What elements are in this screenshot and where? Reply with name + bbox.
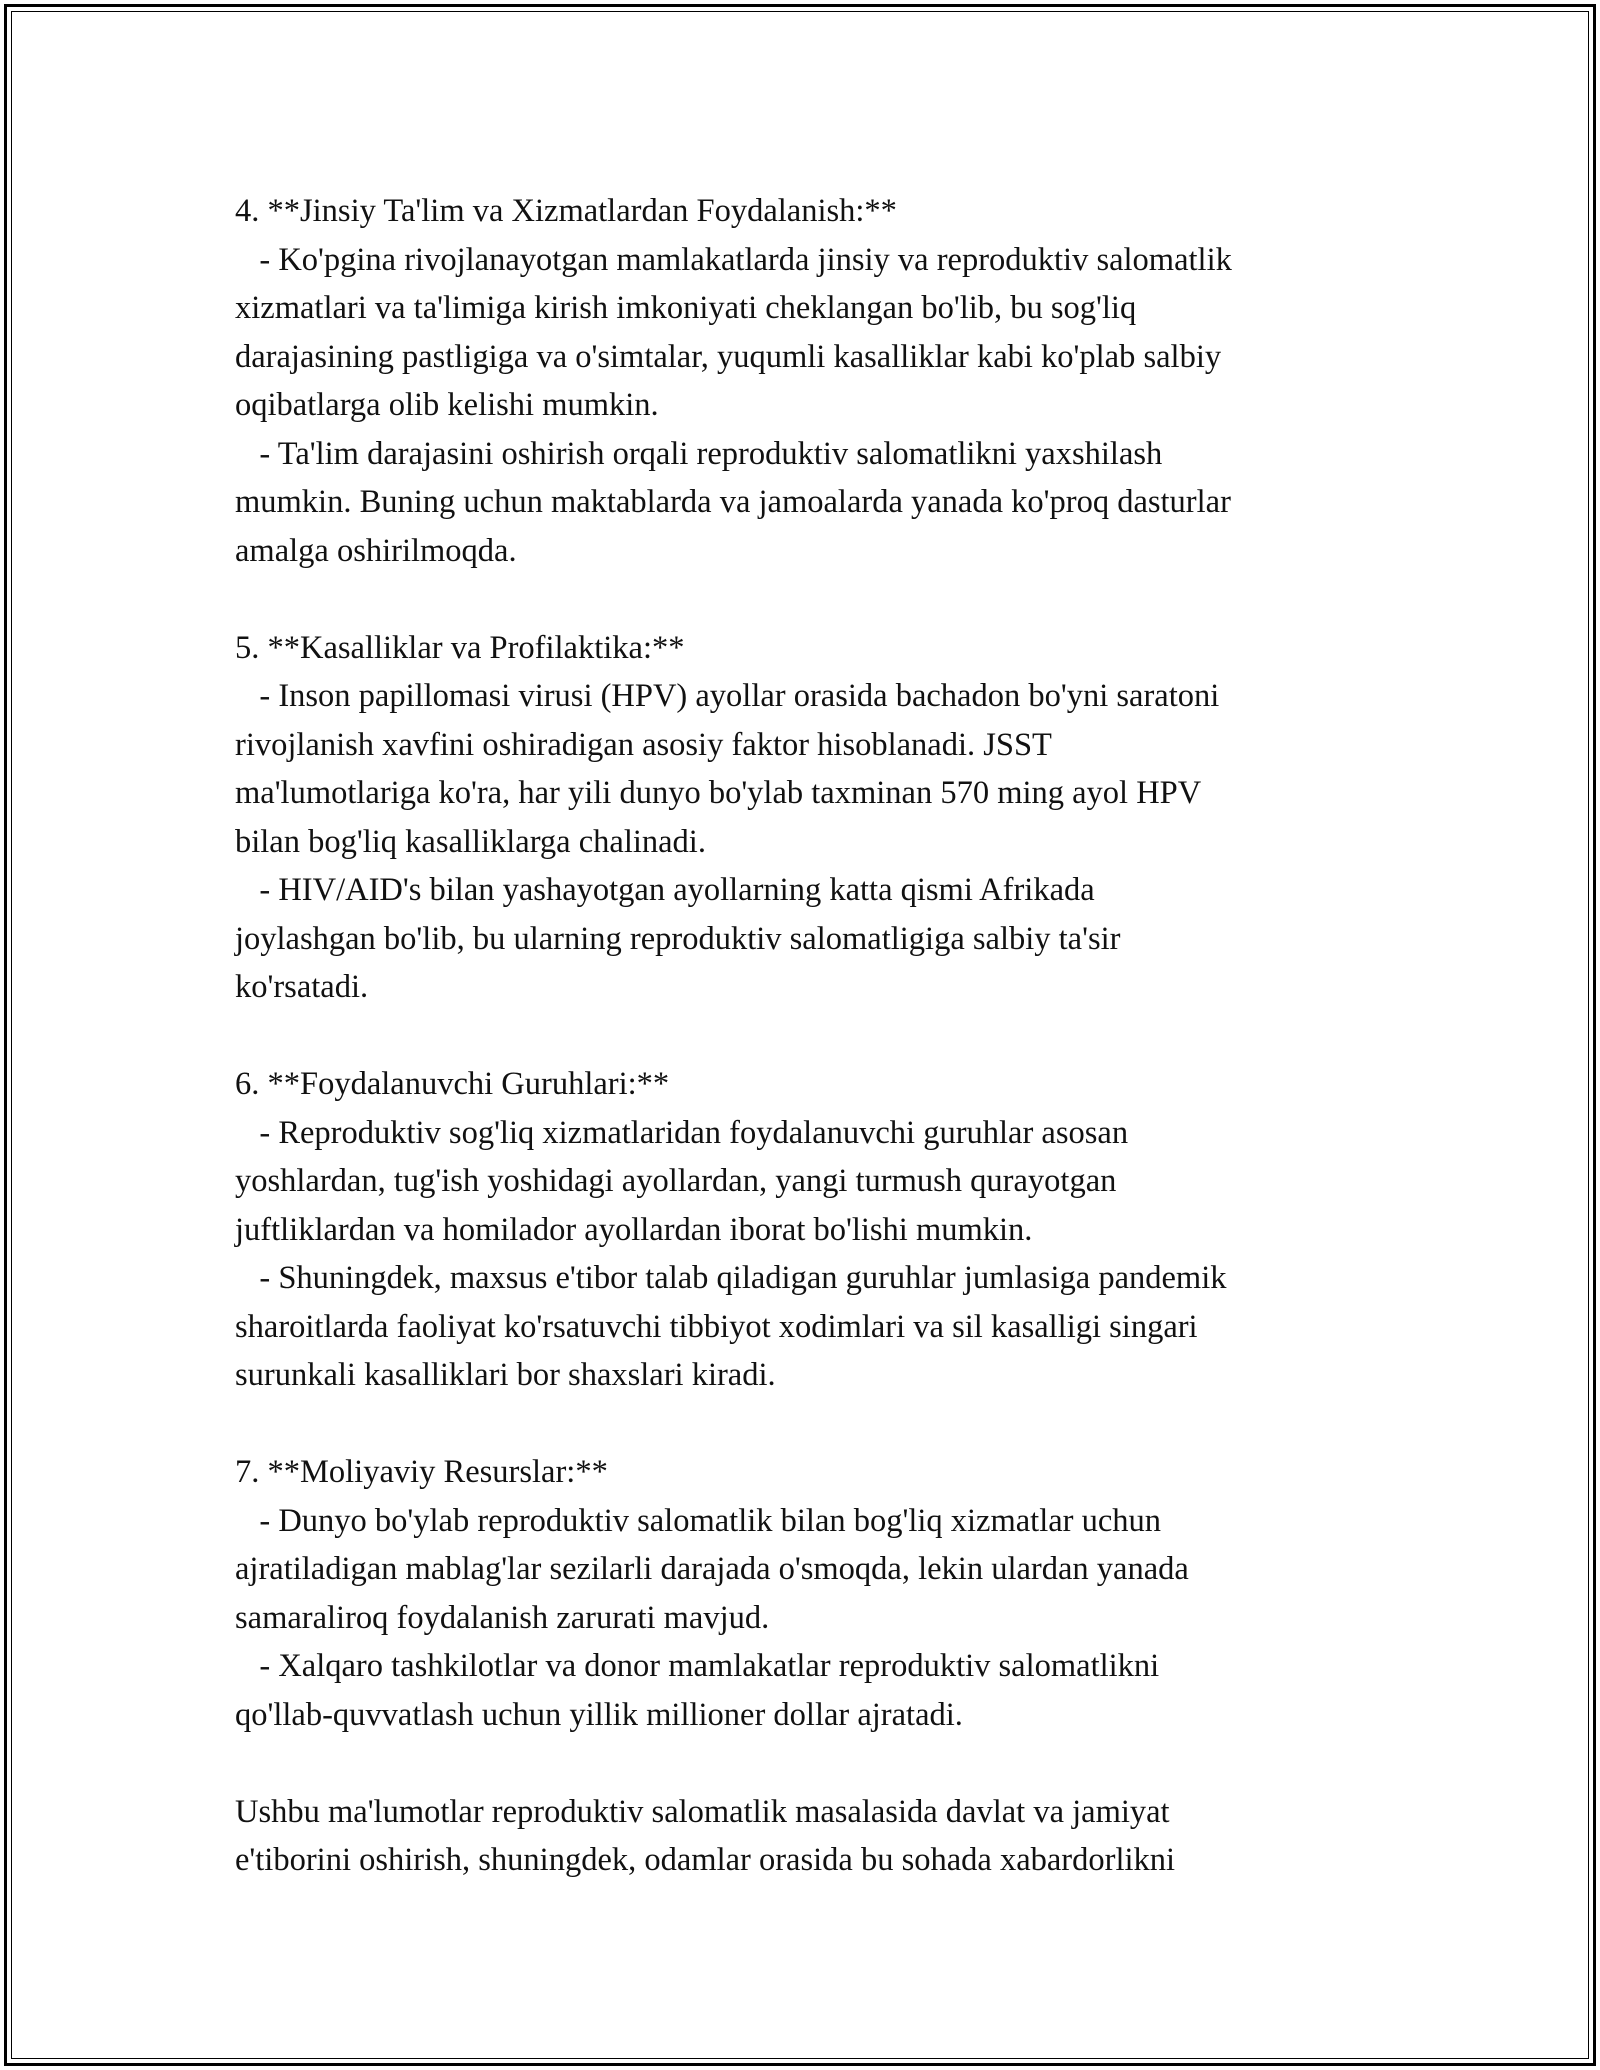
text-line: - Dunyo bo'ylab reproduktiv salomatlik bilan bog'liq xizmatlar uchun [235,1502,1162,1539]
section-7 [235,1448,1375,1739]
text-line: surunkali kasalliklari bor shaxslari kiradi. [235,1357,776,1393]
text-line: darajasining pastligiga va o'simtalar, yuqumli kasalliklar kabi ko'plab salbiy [235,338,1222,375]
text-line: juftliklardan va homilador ayollardan iborat bo'lishi mumkin. [235,1211,1033,1248]
text-line: oqibatlarga olib kelishi mumkin. [235,387,659,423]
text-line: joylashgan bo'lib, bu ularning reproduktiv salomatligiga salbiy ta'sir [235,920,1121,957]
section-4 [235,187,1375,575]
text-line: ma'lumotlariga ko'ra, har yili dunyo bo'ylab taxminan 570 ming ayol HPV [235,775,1202,811]
text-line: yoshlardan, tug'ish yoshidagi ayollardan, yangi turmush qurayotgan [235,1163,1117,1199]
section-heading: 4. **Jinsiy Ta'lim va Xizmatlardan Foydalanish:** [235,193,897,229]
text-line: rivojlanish xavfini oshiradigan asosiy faktor hisoblanadi. JSST [235,726,1052,763]
paragraph-spacer [235,1400,1375,1449]
section-heading: 7. **Moliyaviy Resurslar:** [235,1454,608,1490]
section-heading: 5. **Kasalliklar va Profilaktika:** [235,629,685,666]
section-5 [235,624,1375,1012]
text-line: e'tiborini oshirish, shuningdek, odamlar orasida bu sohada xabardorlikni [235,1842,1176,1878]
text-line: - Shuningdek, maxsus e'tibor talab qiladigan guruhlar jumlasiga pandemik [235,1260,1227,1296]
text-line: - Ko'pgina rivojlanayotgan mamlakatlarda jinsiy va reproduktiv salomatlik [235,241,1232,278]
paragraph-spacer [235,1012,1375,1061]
paragraph-spacer [235,1739,1375,1788]
text-line: samaraliroq foydalanish zarurati mavjud. [235,1599,770,1636]
text-line: Ushbu ma'lumotlar reproduktiv salomatlik masalasida davlat va jamiyat [235,1793,1170,1830]
text-line: ko'rsatadi. [235,969,369,1005]
closing-paragraph [235,1788,1375,1885]
text-line: xizmatlari va ta'limiga kirish imkoniyati cheklangan bo'lib, bu sog'liq [235,290,1137,326]
text-line: ajratiladigan mablag'lar sezilarli darajada o'smoqda, lekin ulardan yanada [235,1551,1189,1587]
text-line: - Inson papillomasi virusi (HPV) ayollar orasida bachadon bo'yni saratoni [235,678,1220,714]
text-line: bilan bog'liq kasalliklarga chalinadi. [235,823,706,860]
text-line: amalga oshirilmoqda. [235,532,517,569]
section-heading: 6. **Foydalanuvchi Guruhlari:** [235,1066,670,1102]
text-line: - Ta'lim darajasini oshirish orqali reproduktiv salomatlikni yaxshilash [235,435,1163,472]
paragraph-spacer [235,575,1375,624]
text-line: - Xalqaro tashkilotlar va donor mamlakatlar reproduktiv salomatlikni [235,1648,1160,1684]
text-line: - HIV/AID's bilan yashayotgan ayollarning katta qismi Afrikada [235,872,1095,908]
text-line: qo'llab-quvvatlash uchun yillik millioner dollar ajratadi. [235,1696,963,1733]
document-body [235,187,1375,1885]
text-line: - Reproduktiv sog'liq xizmatlaridan foydalanuvchi guruhlar asosan [235,1114,1129,1151]
section-6 [235,1060,1375,1400]
text-line: mumkin. Buning uchun maktablarda va jamoalarda yanada ko'proq dasturlar [235,484,1231,520]
text-line: sharoitlarda faoliyat ko'rsatuvchi tibbiyot xodimlari va sil kasalligi singari [235,1308,1198,1345]
